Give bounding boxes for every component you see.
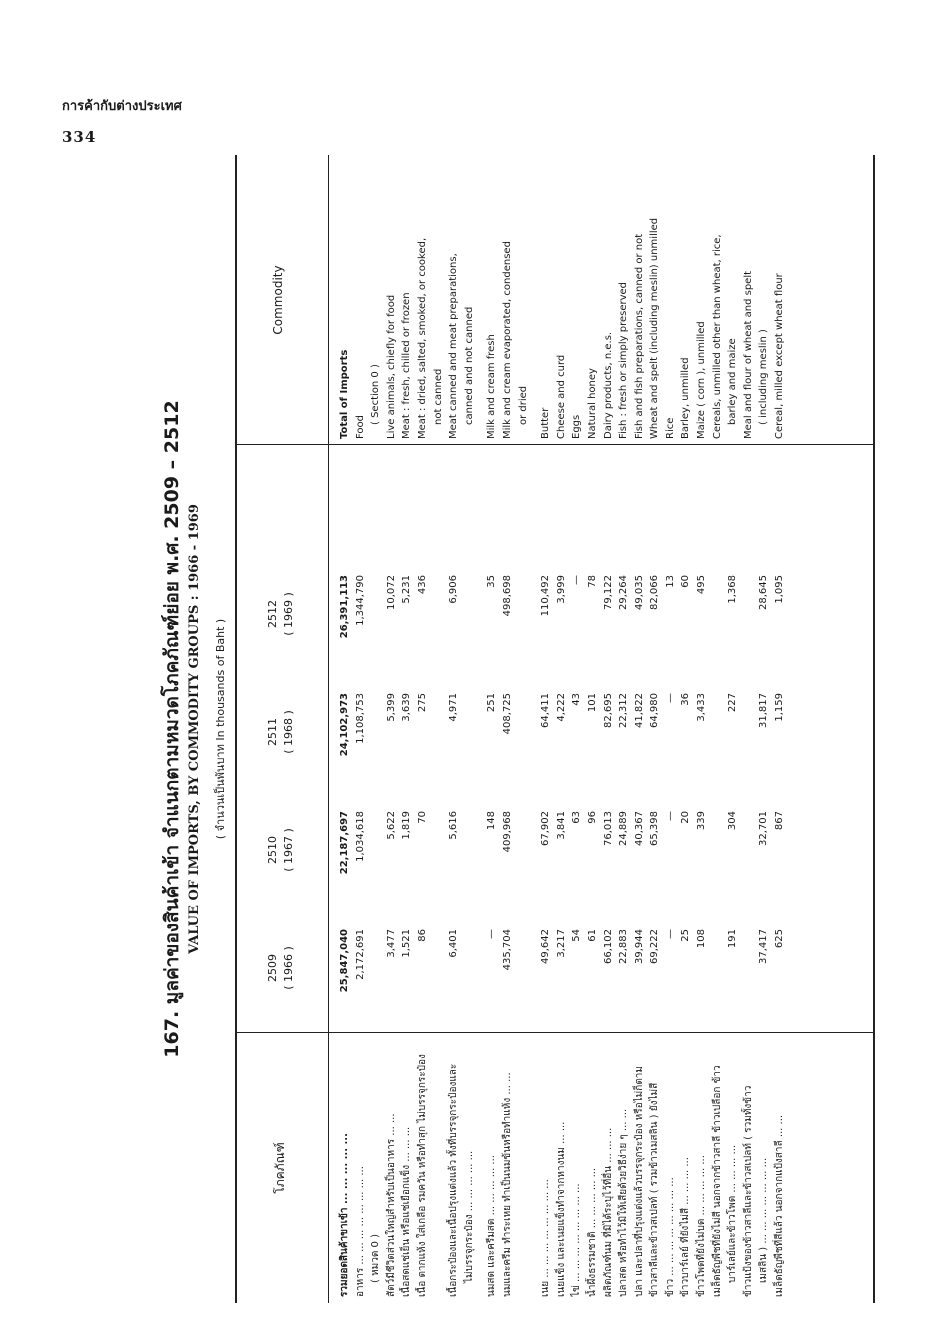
value-cell: 32,701 [758, 811, 770, 846]
value-cell: 1,108,753 [354, 693, 366, 744]
commodity-thai: น้ำผึ้งธรรมชาติ ... ... ... ... ... [586, 1167, 598, 1297]
table-row [585, 155, 601, 1303]
commodity-thai: ปลาสด หรือทำไว้มิให้เสียด้วยวิธีง่าย ๆ ... ... [618, 1108, 630, 1297]
commodity-thai: เนื้อสดแช่เย็น หรือแช่เยือกแข็ง ... ... ... [401, 1126, 413, 1297]
value-cell: 13 [664, 575, 676, 588]
value-cell: 101 [586, 693, 598, 713]
commodity-english: ( including meslin ) [758, 329, 770, 425]
page-number: 334 [62, 128, 97, 146]
header-year-1967: 2510 ( 1967 ) [266, 828, 295, 872]
table-row [462, 155, 478, 1303]
value-cell: 108 [696, 929, 708, 949]
commodity-thai: ข้าวสาลีและข้าวสเปลท์ ( รวมข้าวเมสลิน ) ยังไม่สี [649, 1082, 661, 1297]
value-cell: 86 [416, 929, 428, 942]
value-cell: 3,639 [401, 693, 413, 722]
table-row [725, 155, 741, 1303]
commodity-english: Rice [664, 417, 676, 439]
value-cell: 148 [486, 811, 498, 831]
value-cell: 1,344,790 [354, 575, 366, 626]
commodity-english: Milk and cream fresh [486, 334, 498, 439]
table-row [554, 155, 570, 1303]
value-cell: 54 [571, 929, 583, 942]
value-cell: — [664, 811, 676, 821]
header-commodity-thai: โภคภัณฑ์ [273, 1142, 287, 1194]
value-cell: 5,399 [385, 693, 397, 722]
value-cell: 275 [416, 693, 428, 713]
table-row [353, 155, 369, 1303]
value-cell: 28,645 [758, 575, 770, 610]
commodity-english: Milk and cream evaporated, condensed [501, 241, 513, 439]
table-body [337, 155, 788, 1303]
commodity-english: Cereal, milled except wheat flour [774, 273, 786, 439]
value-cell: 70 [416, 811, 428, 824]
commodity-thai: เนื้อ ตากแห้ง ใส่เกลือ รมควัน หรือทำสุก ไม่บรรจุกระป๋อง [416, 1054, 428, 1297]
value-cell: 1,159 [774, 693, 786, 722]
value-cell: 436 [416, 575, 428, 595]
commodity-english: Eggs [571, 414, 583, 439]
running-header: การค้ากับต่างประเทศ [62, 99, 182, 114]
commodity-english: Barley, unmilled [680, 357, 692, 439]
value-cell: 26,391,113 [339, 575, 350, 639]
header-commodity-english: Commodity [271, 265, 285, 335]
commodity-english: Live animals, chiefly for food [385, 294, 397, 439]
table-row [384, 155, 400, 1303]
commodity-thai: รวมยอดสินค้าขาเข้า ... ... ... ... ... [339, 1133, 350, 1297]
header-year-1968: 2511 ( 1968 ) [266, 710, 295, 754]
value-cell: 339 [696, 811, 708, 831]
commodity-english: ( Section 0 ) [370, 364, 382, 425]
table-row [446, 155, 462, 1303]
table-row [531, 155, 538, 1303]
value-cell: 24,889 [618, 811, 630, 846]
value-cell: 408,725 [501, 693, 513, 735]
value-cell: 435,704 [501, 929, 513, 971]
value-cell: 22,883 [618, 929, 630, 964]
table-row [756, 155, 772, 1303]
commodity-english: Meat : dried, salted, smoked, or cooked, [416, 237, 428, 439]
value-cell: 409,968 [501, 811, 513, 853]
value-cell: 1,095 [774, 575, 786, 604]
value-cell: 49,642 [540, 929, 552, 964]
value-cell: 3,841 [555, 811, 567, 840]
value-cell: 110,492 [540, 575, 552, 617]
value-cell: 67,902 [540, 811, 552, 846]
table-row [415, 155, 431, 1303]
value-cell: 3,477 [385, 929, 397, 958]
commodity-english: not canned [432, 368, 444, 425]
header-year-1969: 2512 ( 1969 ) [266, 592, 295, 636]
value-cell: 191 [727, 929, 739, 949]
value-cell: 69,222 [649, 929, 661, 964]
unit-note: ( จำนวนเป็นพันบาท In thousands of Baht ) [214, 618, 227, 840]
table-row [368, 155, 384, 1303]
value-cell: 1,034,618 [354, 811, 366, 862]
table-row [678, 155, 694, 1303]
value-cell: 60 [680, 575, 692, 588]
value-cell: 5,231 [401, 575, 413, 604]
value-cell: 1,819 [401, 811, 413, 840]
commodity-thai: สัตว์มีชีวิตส่วนใหญ่สำหรับเป็นอาหาร ... ... [385, 1113, 397, 1297]
commodity-english: Maize ( corn ), unmilled [696, 321, 708, 439]
value-cell: 4,971 [448, 693, 460, 722]
commodity-thai: เนย ... ... ... ... ... ... ... ... [540, 1179, 552, 1297]
commodity-thai: ข้าวโพดที่ยังไม่บด ... ... ... ... ... [696, 1155, 708, 1297]
commodity-english: Butter [540, 407, 552, 439]
commodity-english: Meal and flour of wheat and spelt [742, 270, 754, 439]
commodity-thai: ไข่ ... ... ... ... ... ... ... ... [571, 1183, 583, 1297]
value-cell: 64,411 [540, 693, 552, 728]
value-cell: 1,521 [401, 929, 413, 958]
value-cell: 625 [774, 929, 786, 949]
table-row [772, 155, 788, 1303]
commodity-thai: ไม่บรรจุกระป๋อง ... ... ... ... ... [463, 1150, 475, 1283]
table-row [569, 155, 585, 1303]
value-cell: 41,822 [633, 693, 645, 728]
value-cell: 64,980 [649, 693, 661, 728]
table-row [538, 155, 554, 1303]
value-cell: 4,222 [555, 693, 567, 722]
table-row [663, 155, 679, 1303]
value-cell: 20 [680, 811, 692, 824]
table-header [237, 155, 329, 1303]
value-cell: 22,312 [618, 693, 630, 728]
value-cell: 36 [680, 693, 692, 706]
commodity-english: Total of Imports [339, 349, 350, 439]
value-cell: 6,401 [448, 929, 460, 958]
value-cell: 1,368 [727, 575, 739, 604]
commodity-english: Meat canned and meat preparations, [448, 253, 460, 439]
commodity-english: Cheese and curd [555, 354, 567, 439]
value-cell: 3,433 [696, 693, 708, 722]
commodity-english: Meat : fresh, chilled or frozen [401, 292, 413, 439]
value-cell: — [664, 693, 676, 703]
commodity-thai: ข้าวแป้งของข้าวสาลีและข้าวสเปลท์ ( รวมทั้งข้าว [742, 1085, 754, 1297]
value-cell: 63 [571, 811, 583, 824]
table-row [516, 155, 532, 1303]
value-cell: 495 [696, 575, 708, 595]
commodity-english: Food [354, 415, 366, 439]
table-row [399, 155, 415, 1303]
value-cell: 37,417 [758, 929, 770, 964]
value-cell: — [664, 929, 676, 939]
value-cell: 5,616 [448, 811, 460, 840]
value-cell: 43 [571, 693, 583, 706]
value-cell: — [571, 575, 583, 585]
value-cell: 5,622 [385, 811, 397, 840]
commodity-thai: อาหาร ... ... ... ... ... ... ... ... [354, 1166, 366, 1297]
value-cell: 25,847,040 [339, 929, 350, 993]
value-cell: 39,944 [633, 929, 645, 964]
value-cell: 66,102 [602, 929, 614, 964]
value-cell: 82,066 [649, 575, 661, 610]
value-cell: 65,398 [649, 811, 661, 846]
commodity-thai: ผลิตภัณฑ์นม ที่มิได้ระบุไว้ที่อื่น ... ... ... [602, 1127, 614, 1297]
commodity-thai: บาร์เลย์และข้าวโพด ... ... ... ... [727, 1144, 739, 1283]
value-cell: 6,906 [448, 575, 460, 604]
commodity-english: Fish : fresh or simply preserved [618, 281, 630, 439]
table-row [484, 155, 500, 1303]
commodity-thai: ข้าวบาร์เลย์ ที่ยังไม่สี ... ... ... ... [680, 1157, 692, 1297]
table-row [500, 155, 516, 1303]
commodity-thai: เมล็ดธัญพืชที่สีแล้ว นอกจากแป้งสาลี ... ... [774, 1114, 786, 1297]
value-cell: 3,217 [555, 929, 567, 958]
commodity-english: Natural honey [586, 368, 598, 439]
table-row [477, 155, 484, 1303]
value-cell: 35 [486, 575, 498, 588]
commodity-english: canned and not canned [463, 306, 475, 425]
table-row [337, 155, 353, 1303]
table-title-thai: 167. มูลค่าของสินค้าเข้า จำแนกตามหมวดโภคภัณฑ์ย่อย พ.ศ. 2509 – 2512 [161, 400, 183, 1058]
value-cell: 867 [774, 811, 786, 831]
value-cell: 78 [586, 575, 598, 588]
value-cell: 22,187,697 [339, 811, 350, 875]
table-row [431, 155, 447, 1303]
commodity-english: Dairy products, n.e.s. [602, 331, 614, 439]
value-cell: 10,072 [385, 575, 397, 610]
commodity-english: or dried [517, 385, 529, 425]
commodity-thai: นมสด และครีมสด ... ... ... ... ... [486, 1155, 498, 1297]
commodity-thai: เมสลิน ) ... ... ... ... ... ... ... [758, 1157, 770, 1283]
value-cell: 96 [586, 811, 598, 824]
table-row [741, 155, 757, 1303]
value-cell: 304 [727, 811, 739, 831]
value-cell: 24,102,973 [339, 693, 350, 757]
value-cell: 29,264 [618, 575, 630, 610]
value-cell: 82,695 [602, 693, 614, 728]
imports-table [235, 155, 875, 1303]
commodity-thai: เนื้อกระป๋องและเนื้อปรุงแต่งแล้ว ทั้งที่บรรจุกระป๋องและ [448, 1063, 460, 1297]
rotated-table-page [157, 155, 879, 1303]
table-row [601, 155, 617, 1303]
value-cell: 40,367 [633, 811, 645, 846]
commodity-thai: ( หมวด 0 ) [370, 1234, 382, 1283]
value-cell: 79,122 [602, 575, 614, 610]
commodity-english: Wheat and spelt (including meslin) unmilled [649, 217, 661, 439]
commodity-thai: เมล็ดธัญพืชที่ยังไม่สี นอกจากข้าวสาลี ข้าวเปลือก ข้าว [711, 1065, 723, 1297]
table-row [694, 155, 710, 1303]
value-cell: 61 [586, 929, 598, 942]
commodity-thai: เนยแข็ง และเนยแข็งทำจากหางนม ... ... [555, 1121, 567, 1297]
value-cell: 498,698 [501, 575, 513, 617]
commodity-english: barley and maize [727, 338, 739, 425]
value-cell: 49,035 [633, 575, 645, 610]
value-cell: 227 [727, 693, 739, 713]
commodity-english: Cereals, unmilled other than wheat, rice, [711, 234, 723, 439]
value-cell: 2,172,691 [354, 929, 366, 980]
commodity-thai: ข้าว ... ... ... ... ... ... ... ... [664, 1177, 676, 1297]
header-year-1966: 2509 ( 1966 ) [266, 946, 295, 990]
table-row [710, 155, 726, 1303]
table-row [632, 155, 648, 1303]
table-row [616, 155, 632, 1303]
table-row [647, 155, 663, 1303]
value-cell: 25 [680, 929, 692, 942]
value-cell: 31,817 [758, 693, 770, 728]
value-cell: 251 [486, 693, 498, 713]
commodity-english: Fish and fish preparations, canned or not [633, 233, 645, 439]
table-title-english: VALUE OF IMPORTS, BY COMMODITY GROUPS : 1966 - 1969 [187, 504, 202, 954]
commodity-thai: ปลา และปลาที่ปรุงแต่งแล้วบรรจุกระป๋อง หรือไม่ก็ตาม [633, 1065, 645, 1297]
value-cell: 76,013 [602, 811, 614, 846]
value-cell: 3,999 [555, 575, 567, 604]
commodity-thai: นมและครีม ทำระเหย ทำเป็นนมข้นหรือทำแห้ง ... ... [501, 1072, 513, 1297]
value-cell: — [486, 929, 498, 939]
